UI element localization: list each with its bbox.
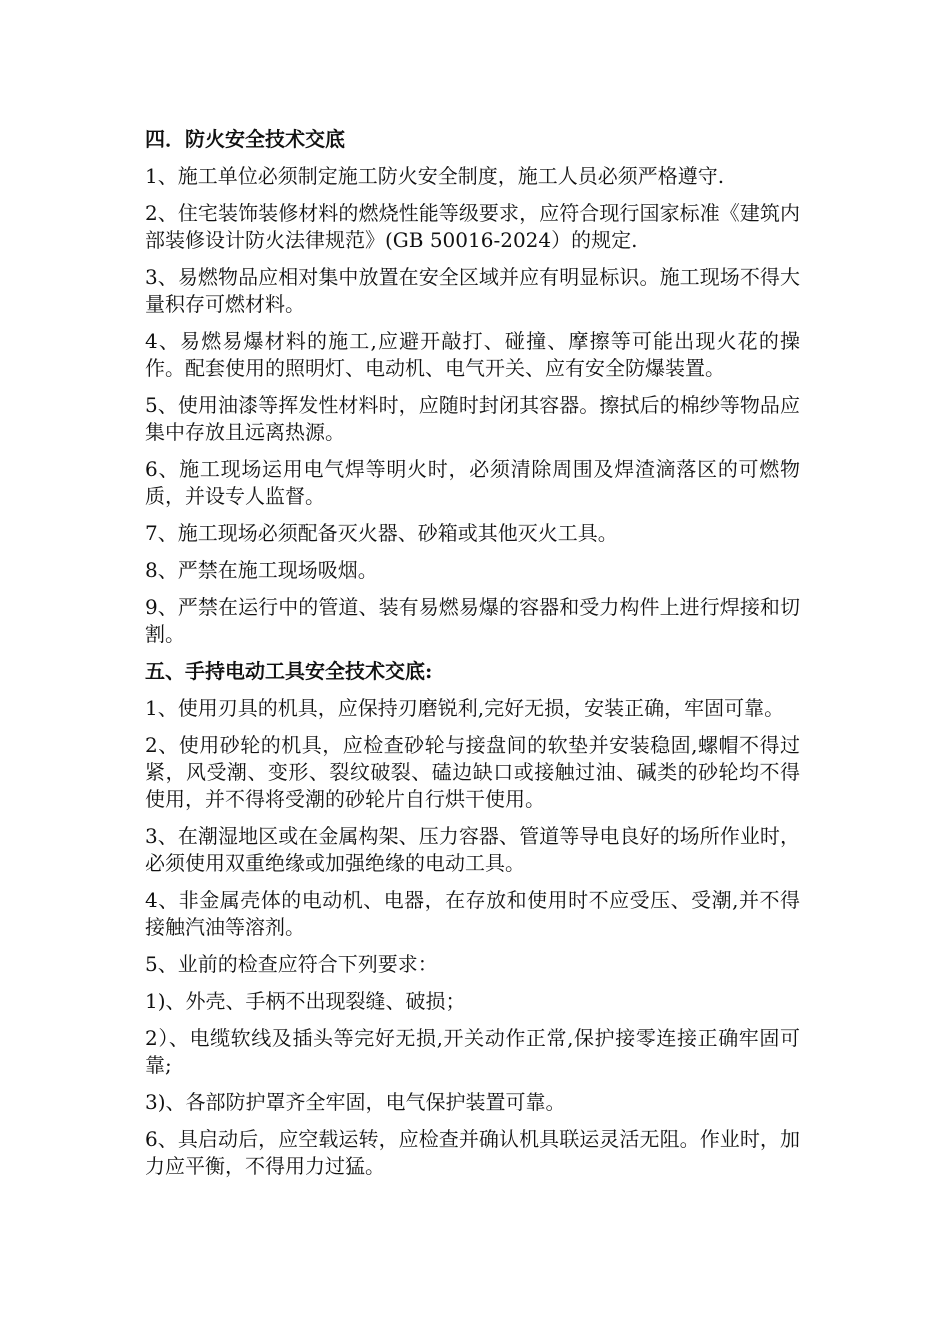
list-item: 2）、电缆软线及插头等完好无损,开关动作正常,保护接零连接正确牢固可靠; — [145, 1026, 800, 1077]
section-heading-power-tools: 五、手持电动工具安全技术交底: — [145, 659, 433, 683]
list-item: 6、施工现场运用电气焊等明火时，必须清除周围及焊渣滴落区的可燃物质，并设专人监督。 — [145, 457, 800, 508]
list-item: 5、业前的检查应符合下列要求： — [145, 952, 438, 976]
list-item: 4、易燃易爆材料的施工,应避开敲打、碰撞、摩擦等可能出现火花的操作。配套使用的照明灯、电动机、电气开关、应有安全防爆装置。 — [145, 329, 800, 380]
list-item: 7、施工现场必须配备灭火器、砂箱或其他灭火工具。 — [145, 521, 618, 545]
list-item: 1、施工单位必须制定施工防火安全制度，施工人员必须严格遵守. — [145, 164, 725, 188]
list-item: 2、使用砂轮的机具，应检查砂轮与接盘间的软垫并安装稳固,螺帽不得过紧，风受潮、变形、裂纹破裂、磕边缺口或接触过油、碱类的砂轮均不得使用，并不得将受潮的砂轮片自行烘干使用。 — [145, 733, 800, 811]
list-item: 1)、外壳、手柄不出现裂缝、破损； — [145, 989, 466, 1013]
list-item: 8、严禁在施工现场吸烟。 — [145, 558, 378, 582]
document-page — [145, 120, 800, 1190]
list-item: 3)、各部防护罩齐全牢固，电气保护装置可靠。 — [145, 1090, 566, 1114]
list-item: 4、非金属壳体的电动机、电器，在存放和使用时不应受压、受潮,并不得接触汽油等溶剂。 — [145, 888, 800, 939]
list-item: 3、在潮湿地区或在金属构架、压力容器、管道等导电良好的场所作业时，必须使用双重绝缘或加强绝缘的电动工具。 — [145, 824, 800, 875]
power-tools-list — [145, 695, 800, 1180]
list-item: 3、易燃物品应相对集中放置在安全区域并应有明显标识。施工现场不得大量积存可燃材料。 — [145, 265, 800, 316]
list-item: 5、使用油漆等挥发性材料时，应随时封闭其容器。擦拭后的棉纱等物品应集中存放且远离热源。 — [145, 393, 800, 444]
section-heading-fire-safety: 四．防火安全技术交底 — [145, 127, 345, 151]
list-item: 9、严禁在运行中的管道、装有易燃易爆的容器和受力构件上进行焊接和切割。 — [145, 595, 800, 646]
list-item: 1、使用刃具的机具，应保持刃磨锐利,完好无损，安装正确，牢固可靠。 — [145, 696, 785, 720]
fire-safety-list — [145, 163, 800, 648]
list-item: 2、住宅装饰装修材料的燃烧性能等级要求，应符合现行国家标准《建筑内部装修设计防火法律规范》(GB 50016-2024）的规定. — [145, 201, 800, 252]
list-item: 6、具启动后，应空载运转，应检查并确认机具联运灵活无阻。作业时，加力应平衡，不得用力过猛。 — [145, 1127, 800, 1178]
